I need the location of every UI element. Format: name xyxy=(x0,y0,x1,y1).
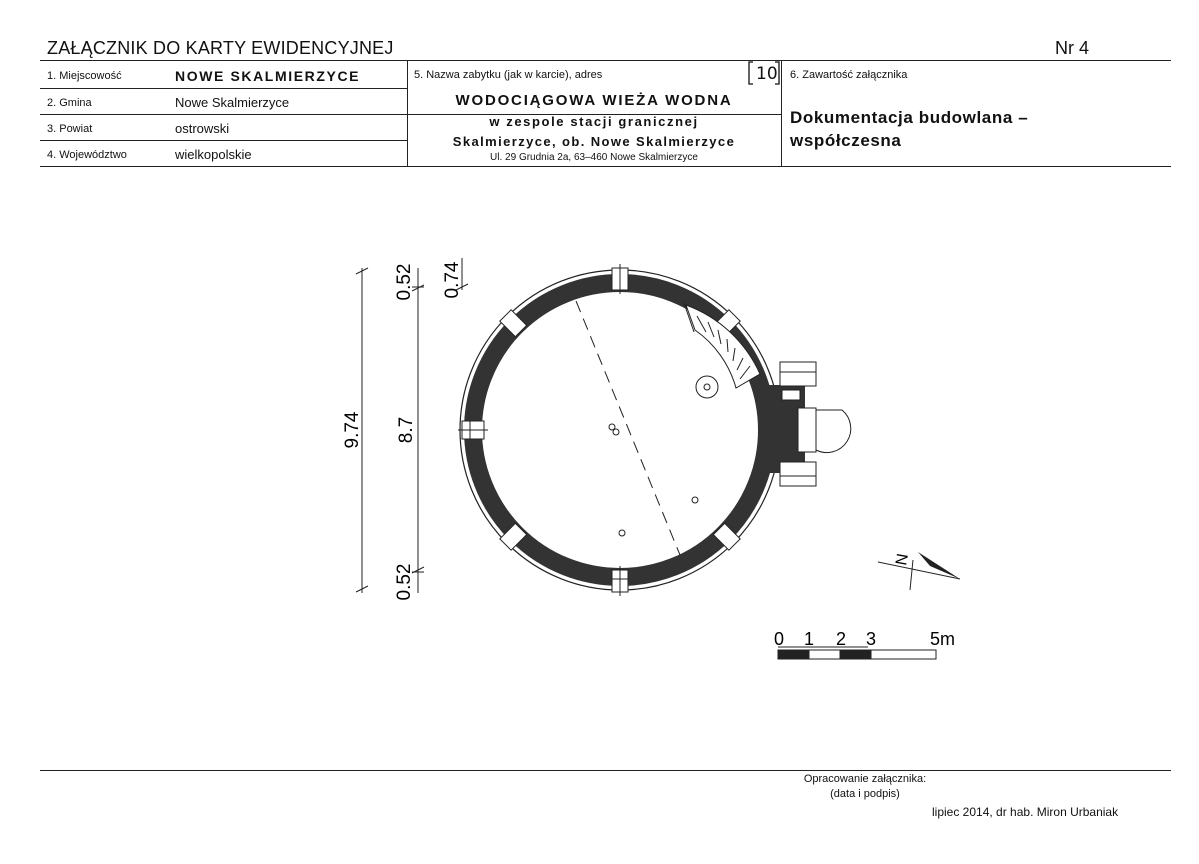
floor-point-2 xyxy=(619,530,625,536)
footer-rule xyxy=(40,770,1171,771)
scale-2: 2 xyxy=(836,629,847,649)
prepared-label: Opracowanie załącznika: xyxy=(803,773,927,785)
pipe-outer xyxy=(696,376,718,398)
field-label-powiat: 3. Powiat xyxy=(47,123,93,135)
page-title: ZAŁĄCZNIK DO KARTY EWIDENCYJNEJ xyxy=(47,38,394,58)
field-label-wojewodztwo: 4. Województwo xyxy=(47,149,127,161)
monument-number-text: 10 xyxy=(756,64,778,84)
monument-address: Ul. 29 Grudnia 2a, 63–460 Nowe Skalmierzyce xyxy=(490,152,698,163)
field-value-wojewodztwo: wielkopolskie xyxy=(175,147,252,162)
field-value-miejscowosc: NOWE SKALMIERZYCE xyxy=(175,68,361,84)
field-value-gmina: Nowe Skalmierzyce xyxy=(175,95,290,110)
field-label-gmina: 2. Gmina xyxy=(47,97,92,109)
date-sign-label: (data i podpis) xyxy=(830,788,900,800)
monument-context: w zespole stacji granicznej xyxy=(489,114,699,129)
content-line-2: współczesna xyxy=(790,131,902,150)
field-label-miejscowosc: 1. Miejscowość xyxy=(47,70,122,82)
dim-bottom: 0.52 xyxy=(394,563,415,601)
monument-label: 5. Nazwa zabytku (jak w karcie), adres xyxy=(414,69,603,81)
section-line xyxy=(576,301,680,555)
monument-name: WODOCIĄGOWA WIEŻA WODNA xyxy=(455,92,733,109)
scale-0: 0 xyxy=(774,629,785,649)
scale-bar xyxy=(774,629,955,659)
author-signature: lipiec 2014, dr hab. Miron Urbaniak xyxy=(932,805,1119,819)
content-line-1: Dokumentacja budowlana – xyxy=(790,108,1029,127)
content-label: 6. Zawartość załącznika xyxy=(790,69,908,81)
dim-total: 9.74 xyxy=(342,411,363,449)
scale-3: 3 xyxy=(866,629,877,649)
dim-inner: 8.7 xyxy=(396,416,417,444)
dim-top: 0.52 xyxy=(394,263,415,301)
north-arrow xyxy=(878,552,960,590)
floor-point-1 xyxy=(692,497,698,503)
scale-1: 1 xyxy=(804,629,815,649)
scale-5: 5m xyxy=(930,629,956,649)
field-value-powiat: ostrowski xyxy=(175,121,230,136)
center-mark-2 xyxy=(613,429,619,435)
sheet-number: Nr 4 xyxy=(1055,38,1090,58)
entrance-annex xyxy=(765,362,851,486)
dim-wall: 0.74 xyxy=(442,261,463,299)
north-label: N xyxy=(893,552,912,567)
monument-location: Skalmierzyce, ob. Nowe Skalmierzyce xyxy=(452,134,736,149)
pipe-inner xyxy=(704,384,710,390)
